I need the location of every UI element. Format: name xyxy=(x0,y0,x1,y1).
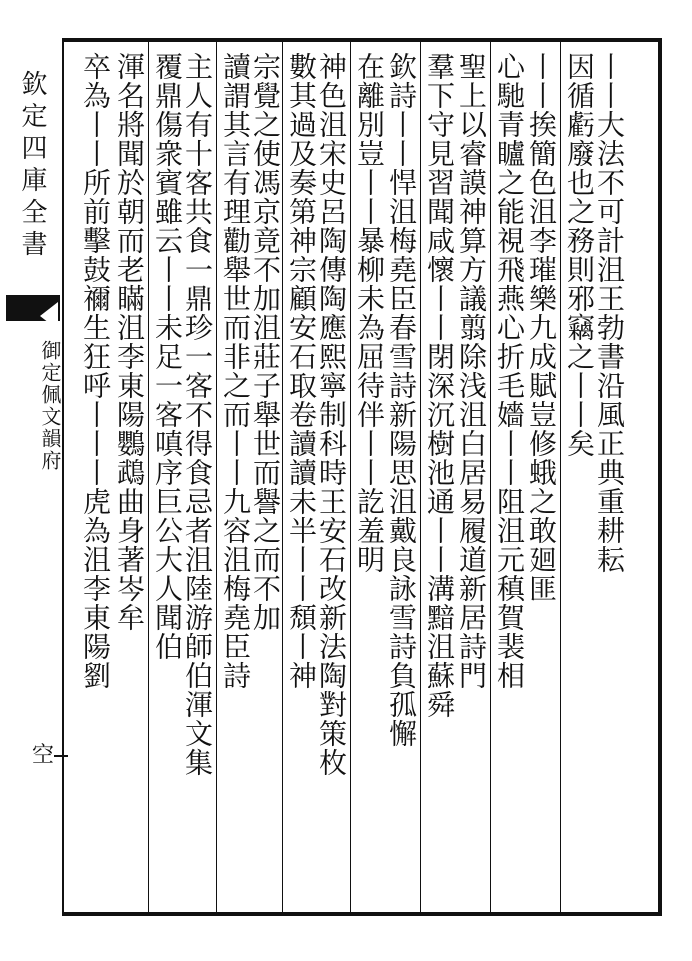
column-divider xyxy=(420,42,421,912)
margin-page-number: 空 xyxy=(32,743,55,768)
text-column-5: 聖上以睿謨神算方議翦除浅沮白居易履道新居詩門 xyxy=(455,52,488,690)
text-column-7: 欽詩丨丨悍沮梅堯臣春雪詩新陽思沮戴良詠雪詩負孤懈 xyxy=(385,52,418,748)
frame-right-rule xyxy=(658,38,662,916)
column-divider xyxy=(282,42,283,912)
page-number-rule xyxy=(54,755,68,757)
text-column-4: 心馳青矑之能視飛燕心折毛嬙丨丨阻沮元稹賀裴相 xyxy=(493,52,526,690)
column-divider xyxy=(216,42,217,912)
margin-book-subtitle: 御定佩文韻府 xyxy=(38,340,62,472)
frame-left-rule xyxy=(62,38,64,916)
text-column-15: 渾名將聞於朝而老瞞沮李東陽鸚鵡曲身著岑牟 xyxy=(113,52,146,632)
text-column-14: 覆鼎傷衆賓雖云丨丨未足一客嗔序巨公大人聞伯 xyxy=(151,52,184,661)
text-column-6: 羣下守見習聞咸懷丨丨閉深沉樹池通丨丨溝黯沮蘇舜 xyxy=(423,52,456,719)
column-divider xyxy=(490,42,491,912)
frame-bottom-rule xyxy=(62,912,662,916)
column-divider xyxy=(148,42,149,912)
margin-book-title: 欽定四庫全書 xyxy=(17,70,47,262)
text-column-1: 丨丨大法不可計沮王勃書沿風正典重耕耘 xyxy=(593,52,626,574)
column-divider xyxy=(350,42,351,912)
text-column-9: 神色沮宋史呂陶傳陶應熙寧制科時王安石改新法陶對策枚 xyxy=(315,52,348,777)
text-column-16: 卒為丨丨所前擊鼓禰生狂呼丨丨丨虎為沮李東陽劉 xyxy=(79,52,112,690)
text-column-3: 丨丨挨簡色沮李璀樂九成賦豈修蛾之敢廻匪 xyxy=(525,52,558,603)
text-column-8: 在離別豈丨丨暴柳未為屈待伴丨丨訖羞明 xyxy=(353,52,386,574)
column-divider xyxy=(560,42,561,912)
text-column-11: 宗覺之使馮京竟不加沮莊子舉世而譽之而不加 xyxy=(249,52,282,632)
text-column-2: 因循虧廢也之務則邪竊之丨丨矣 xyxy=(563,52,596,458)
text-column-13: 主人有十客共食一鼎珍一客不得食忌者沮陸游師伯渾文集 xyxy=(181,52,214,777)
text-column-12: 讀謂其言有理勸舉世而非之而丨丨九容沮梅堯臣詩 xyxy=(219,52,252,690)
text-column-10: 數其過及奏第神宗顧安石取卷讀讀未半丨丨頹丨神 xyxy=(285,52,318,690)
fish-tail-notch xyxy=(40,302,58,330)
frame-top-rule xyxy=(62,38,662,42)
